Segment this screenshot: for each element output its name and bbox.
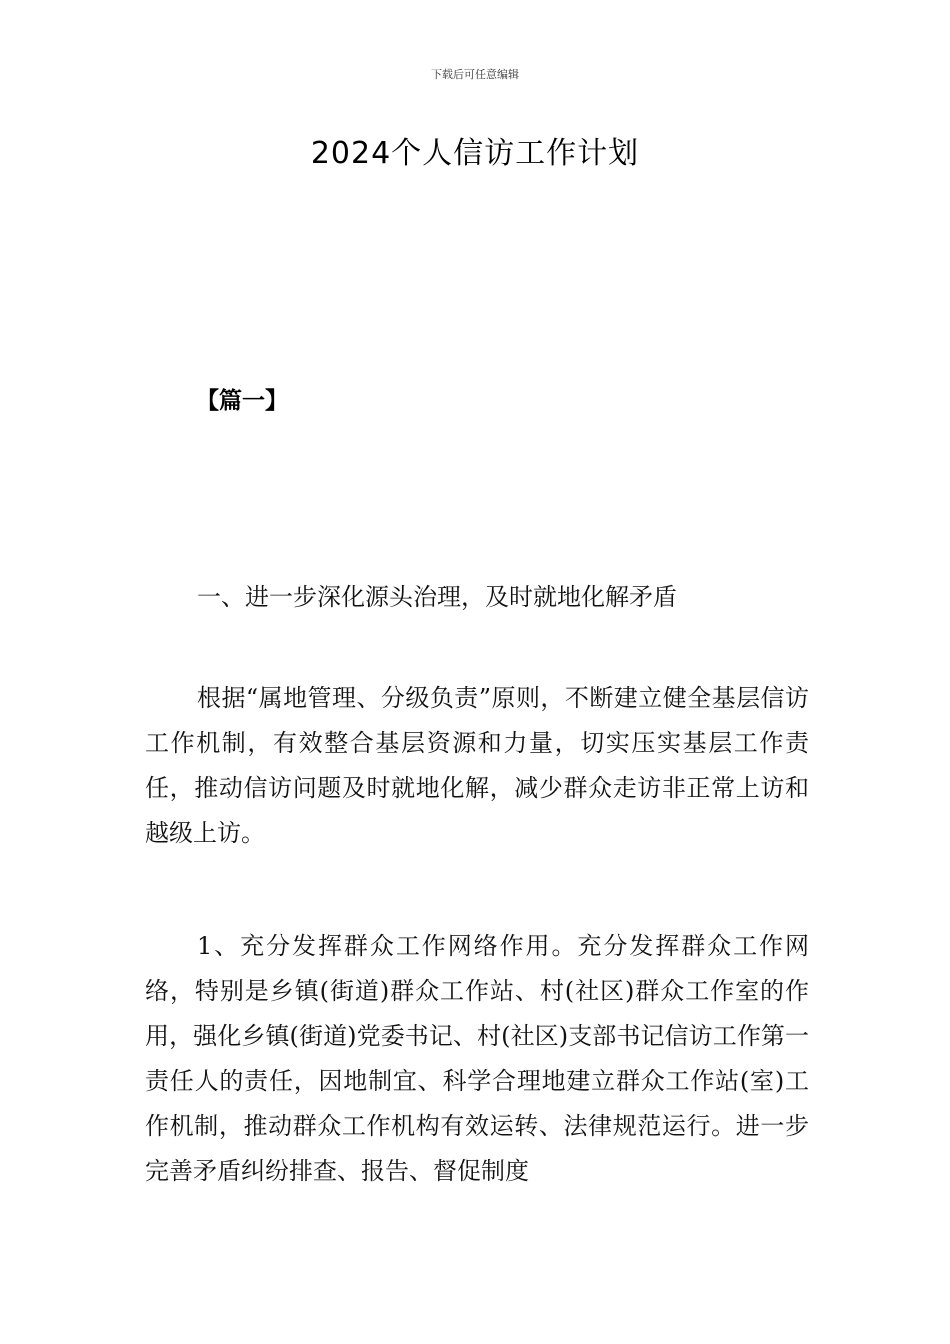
paragraph: 1、充分发挥群众工作网络作用。充分发挥群众工作网络，特别是乡镇(街道)群众工作站、村(社区)群众工作室的作用，强化乡镇(街道)党委书记、村(社区)支部书记信访工作第一责任人的责任，因地制宜、科学合理地建立群众工作站(室)工作机制，推动群众工作机构有效运转、法律规范运行。进一步完善矛盾纠纷排查、报告、督促制度 xyxy=(145,932,809,1185)
paragraph: 根据“属地管理、分级负责”原则，不断建立健全基层信访工作机制，有效整合基层资源和力量，切实压实基层工作责任，推动信访问题及时就地化解，减少群众走访非正常上访和越级上访。 xyxy=(145,684,809,847)
section-marker: 【篇一】 xyxy=(196,388,288,414)
header-note: 下载后可任意编辑 xyxy=(431,68,519,81)
section-heading: 一、进一步深化源头治理，及时就地化解矛盾 xyxy=(197,583,677,611)
document-title: 2024个人信访工作计划 xyxy=(310,136,640,171)
